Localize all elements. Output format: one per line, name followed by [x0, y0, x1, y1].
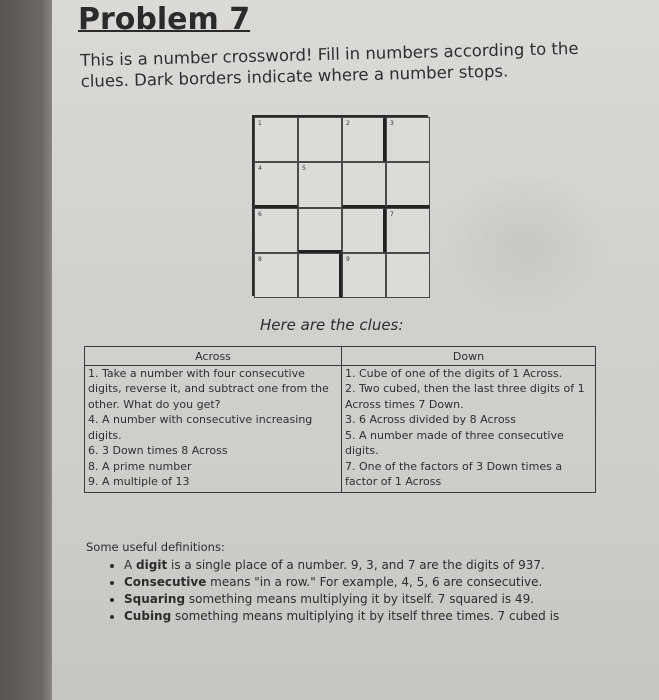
definition-item: • A digit is a single place of a number. 9, 3, and 7 are the digits of 937. [124, 557, 634, 574]
grid-cell[interactable] [342, 117, 386, 162]
clue-number: 7 [390, 210, 394, 218]
background-edge [0, 0, 52, 700]
crossword-grid [252, 115, 428, 296]
clue-number: 2 [346, 120, 350, 127]
grid-cell[interactable] [254, 162, 298, 207]
grid-cell[interactable] [298, 162, 342, 207]
grid-cell[interactable] [254, 253, 298, 298]
definition-item: • Squaring something means multiplying it by itself. 7 squared is 49. [124, 591, 634, 608]
intro-text: This is a number crossword! Fill in numbers according to the clues. Dark borders indicate where a number stops. [80, 38, 579, 91]
definition-item: • Consecutive means "in a row." For example, 4, 5, 6 are consecutive. [124, 574, 634, 591]
clue-number: 9 [346, 255, 350, 263]
grid-cell[interactable] [386, 208, 430, 253]
clue-number: 3 [390, 120, 394, 127]
grid-cell[interactable] [254, 208, 298, 253]
down-clue: 5. A number made of three consecutive digits. [345, 428, 564, 457]
grid-cell[interactable] [254, 117, 298, 162]
clues-table [84, 346, 596, 493]
grid-cell[interactable] [386, 117, 430, 162]
across-header: Across [85, 347, 342, 366]
grid-cell[interactable] [298, 208, 342, 253]
grid-cell[interactable] [342, 162, 386, 207]
down-clue: 1. Cube of one of the digits of 1 Across. [345, 366, 563, 380]
across-clue: 4. A number with consecutive increasing digits. [88, 413, 313, 442]
problem-title: Problem 7 [78, 2, 251, 37]
down-clues [342, 365, 596, 492]
clue-number: 5 [302, 165, 306, 173]
across-clue: 1. Take a number with four consecutive digits, reverse it, and subtract one from the other. What do you get? [88, 366, 329, 411]
grid-cell[interactable] [298, 253, 342, 298]
clue-number: 8 [258, 255, 262, 263]
clue-number: 6 [258, 210, 262, 218]
down-clue: 7. One of the factors of 3 Down times a factor of 1 Across [345, 459, 563, 488]
grid-cell[interactable] [386, 162, 430, 207]
across-clues [85, 365, 342, 492]
faded-backprint [440, 170, 610, 320]
definitions-list [104, 557, 634, 625]
across-clue: 9. A multiple of 13 [88, 475, 190, 488]
clue-number: 1 [258, 120, 262, 127]
across-clue: 6. 3 Down times 8 Across [88, 444, 228, 457]
grid-cell[interactable] [386, 253, 430, 298]
grid-cell[interactable] [342, 208, 386, 253]
grid-cell[interactable] [298, 117, 342, 162]
down-clue: 2. Two cubed, then the last three digits of 1 Across times 7 Down. [345, 382, 585, 411]
definitions-heading: Some useful definitions: [86, 540, 225, 554]
definition-item: • Cubing something means multiplying it by itself three times. 7 cubed is [124, 608, 634, 625]
clues-heading: Here are the clues: [260, 316, 404, 334]
grid-cell[interactable] [342, 253, 386, 298]
down-header: Down [342, 347, 596, 366]
across-clue: 8. A prime number [88, 459, 192, 473]
clue-number: 4 [258, 165, 262, 173]
down-clue: 3. 6 Across divided by 8 Across [345, 413, 517, 426]
